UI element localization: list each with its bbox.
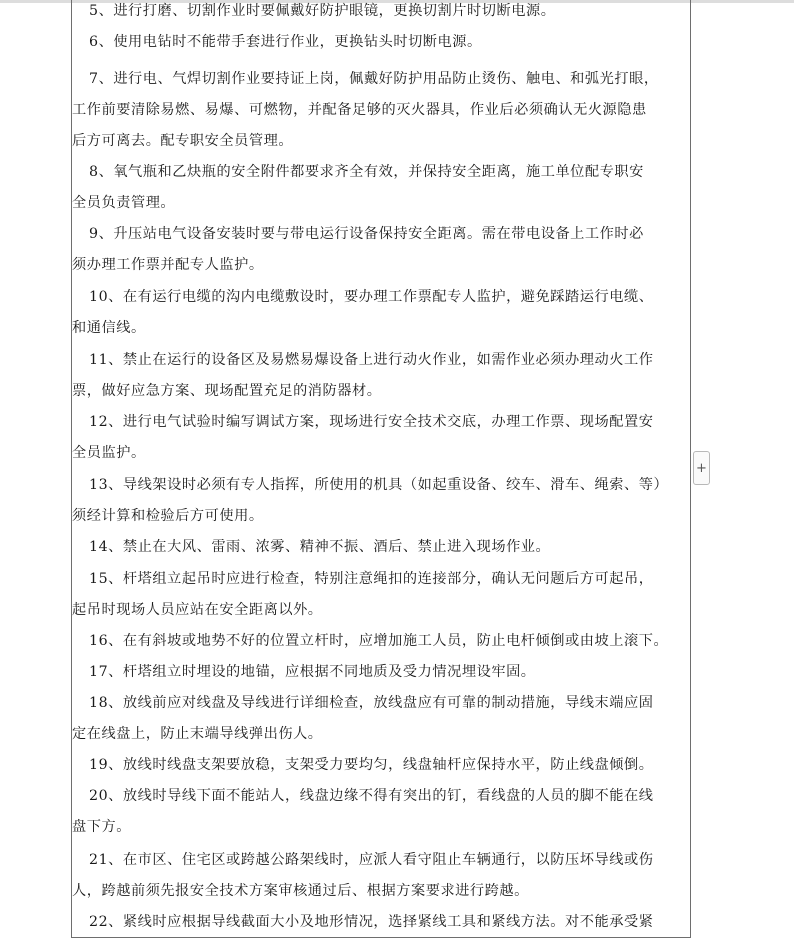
- item-continuation-line: 全员监护。: [72, 445, 146, 461]
- plus-icon: +: [696, 460, 707, 476]
- item-first-line: 18、放线前应对线盘及导线进行详细检查，放线盘应有可靠的制动措施，导线末端应固: [89, 695, 654, 711]
- list-item: [72, 219, 691, 281]
- list-item: [72, 750, 691, 781]
- item-first-line: 14、禁止在大风、雷雨、浓雾、精神不振、酒后、禁止进入现场作业。: [89, 539, 551, 555]
- item-first-line: 19、放线时线盘支架要放稳，支架受力要均匀，线盘轴杆应保持水平，防止线盘倾倒。: [89, 757, 654, 773]
- item-continuation-line: 定在线盘上，防止末端导线弹出伤人。: [72, 726, 323, 742]
- add-column-button[interactable]: [693, 451, 710, 485]
- item-continuation-line: 须办理工作票并配专人监护。: [72, 257, 264, 273]
- list-item: [72, 781, 691, 843]
- item-first-line: 22、紧线时应根据导线截面大小及地形情况，选择紧线工具和紧线方法。对不能承受紧: [89, 914, 654, 930]
- list-item: [72, 688, 691, 750]
- list-item: [72, 157, 691, 219]
- list-item: [72, 345, 691, 407]
- list-item: [72, 845, 691, 907]
- item-continuation-line: 票，做好应急方案、现场配置充足的消防器材。: [72, 383, 382, 399]
- list-item: [72, 0, 691, 27]
- list-item: [72, 907, 691, 938]
- item-first-line: 6、使用电钻时不能带手套进行作业，更换钻头时切断电源。: [89, 34, 482, 50]
- item-continuation-line: 盘下方。: [72, 819, 131, 835]
- item-continuation-line: 后方可离去。配专职安全员管理。: [72, 133, 294, 149]
- item-first-line: 8、氧气瓶和乙炔瓶的安全附件都要求齐全有效，并保持安全距离，施工单位配专职安: [89, 164, 644, 180]
- list-item: [72, 657, 691, 688]
- item-first-line: 16、在有斜坡或地势不好的位置立杆时，应增加施工人员，防止电杆倾倒或由坡上滚下。: [89, 633, 669, 649]
- list-item: [72, 27, 691, 58]
- item-continuation-line: 和通信线。: [72, 320, 146, 336]
- list-item: [72, 532, 691, 563]
- item-continuation-line: 全员负责管理。: [72, 195, 176, 211]
- item-continuation-line: 须经计算和检验后方可使用。: [72, 508, 264, 524]
- item-first-line: 12、进行电气试验时编写调试方案，现场进行安全技术交底，办理工作票、现场配置安: [89, 414, 654, 430]
- list-item: [72, 282, 691, 344]
- item-continuation-line: 工作前要清除易燃、易爆、可燃物，并配备足够的灭火器具，作业后必须确认无火源隐患: [72, 102, 647, 118]
- item-first-line: 10、在有运行电缆的沟内电缆敷设时，要办理工作票配专人监护，避免踩踏运行电缆、: [89, 289, 654, 305]
- item-first-line: 17、杆塔组立时埋设的地锚，应根据不同地质及受力情况埋设牢固。: [89, 664, 536, 680]
- list-item: [72, 470, 691, 532]
- list-item: [72, 407, 691, 469]
- item-first-line: 7、进行电、气焊切割作业要持证上岗，佩戴好防护用品防止烫伤、触电、和弧光打眼，: [89, 71, 659, 87]
- list-item: [72, 64, 691, 157]
- item-first-line: 15、杆塔组立起吊时应进行检查，特别注意绳扣的连接部分，确认无问题后方可起吊，: [89, 571, 654, 587]
- document-page: [71, 0, 691, 938]
- item-continuation-line: 人，跨越前须先报安全技术方案审核通过后、根据方案要求进行跨越。: [72, 883, 529, 899]
- item-first-line: 5、进行打磨、切割作业时要佩戴好防护眼镜，更换切割片时切断电源。: [89, 3, 556, 19]
- list-item: [72, 626, 691, 657]
- item-first-line: 13、导线架设时必须有专人指挥，所使用的机具（如起重设备、绞车、滑车、绳索、等）: [89, 477, 669, 493]
- item-first-line: 9、升压站电气设备安装时要与带电运行设备保持安全距离。需在带电设备上工作时必: [89, 226, 644, 242]
- list-item: [72, 564, 691, 626]
- item-first-line: 20、放线时导线下面不能站人，线盘边缘不得有突出的钉，看线盘的人员的脚不能在线: [89, 788, 654, 804]
- item-first-line: 11、禁止在运行的设备区及易燃易爆设备上进行动火作业，如需作业必须办理动火工作: [89, 352, 654, 368]
- item-continuation-line: 起吊时现场人员应站在安全距离以外。: [72, 602, 323, 618]
- item-first-line: 21、在市区、住宅区或跨越公路架线时，应派人看守阻止车辆通行，以防压坏导线或伤: [89, 852, 654, 868]
